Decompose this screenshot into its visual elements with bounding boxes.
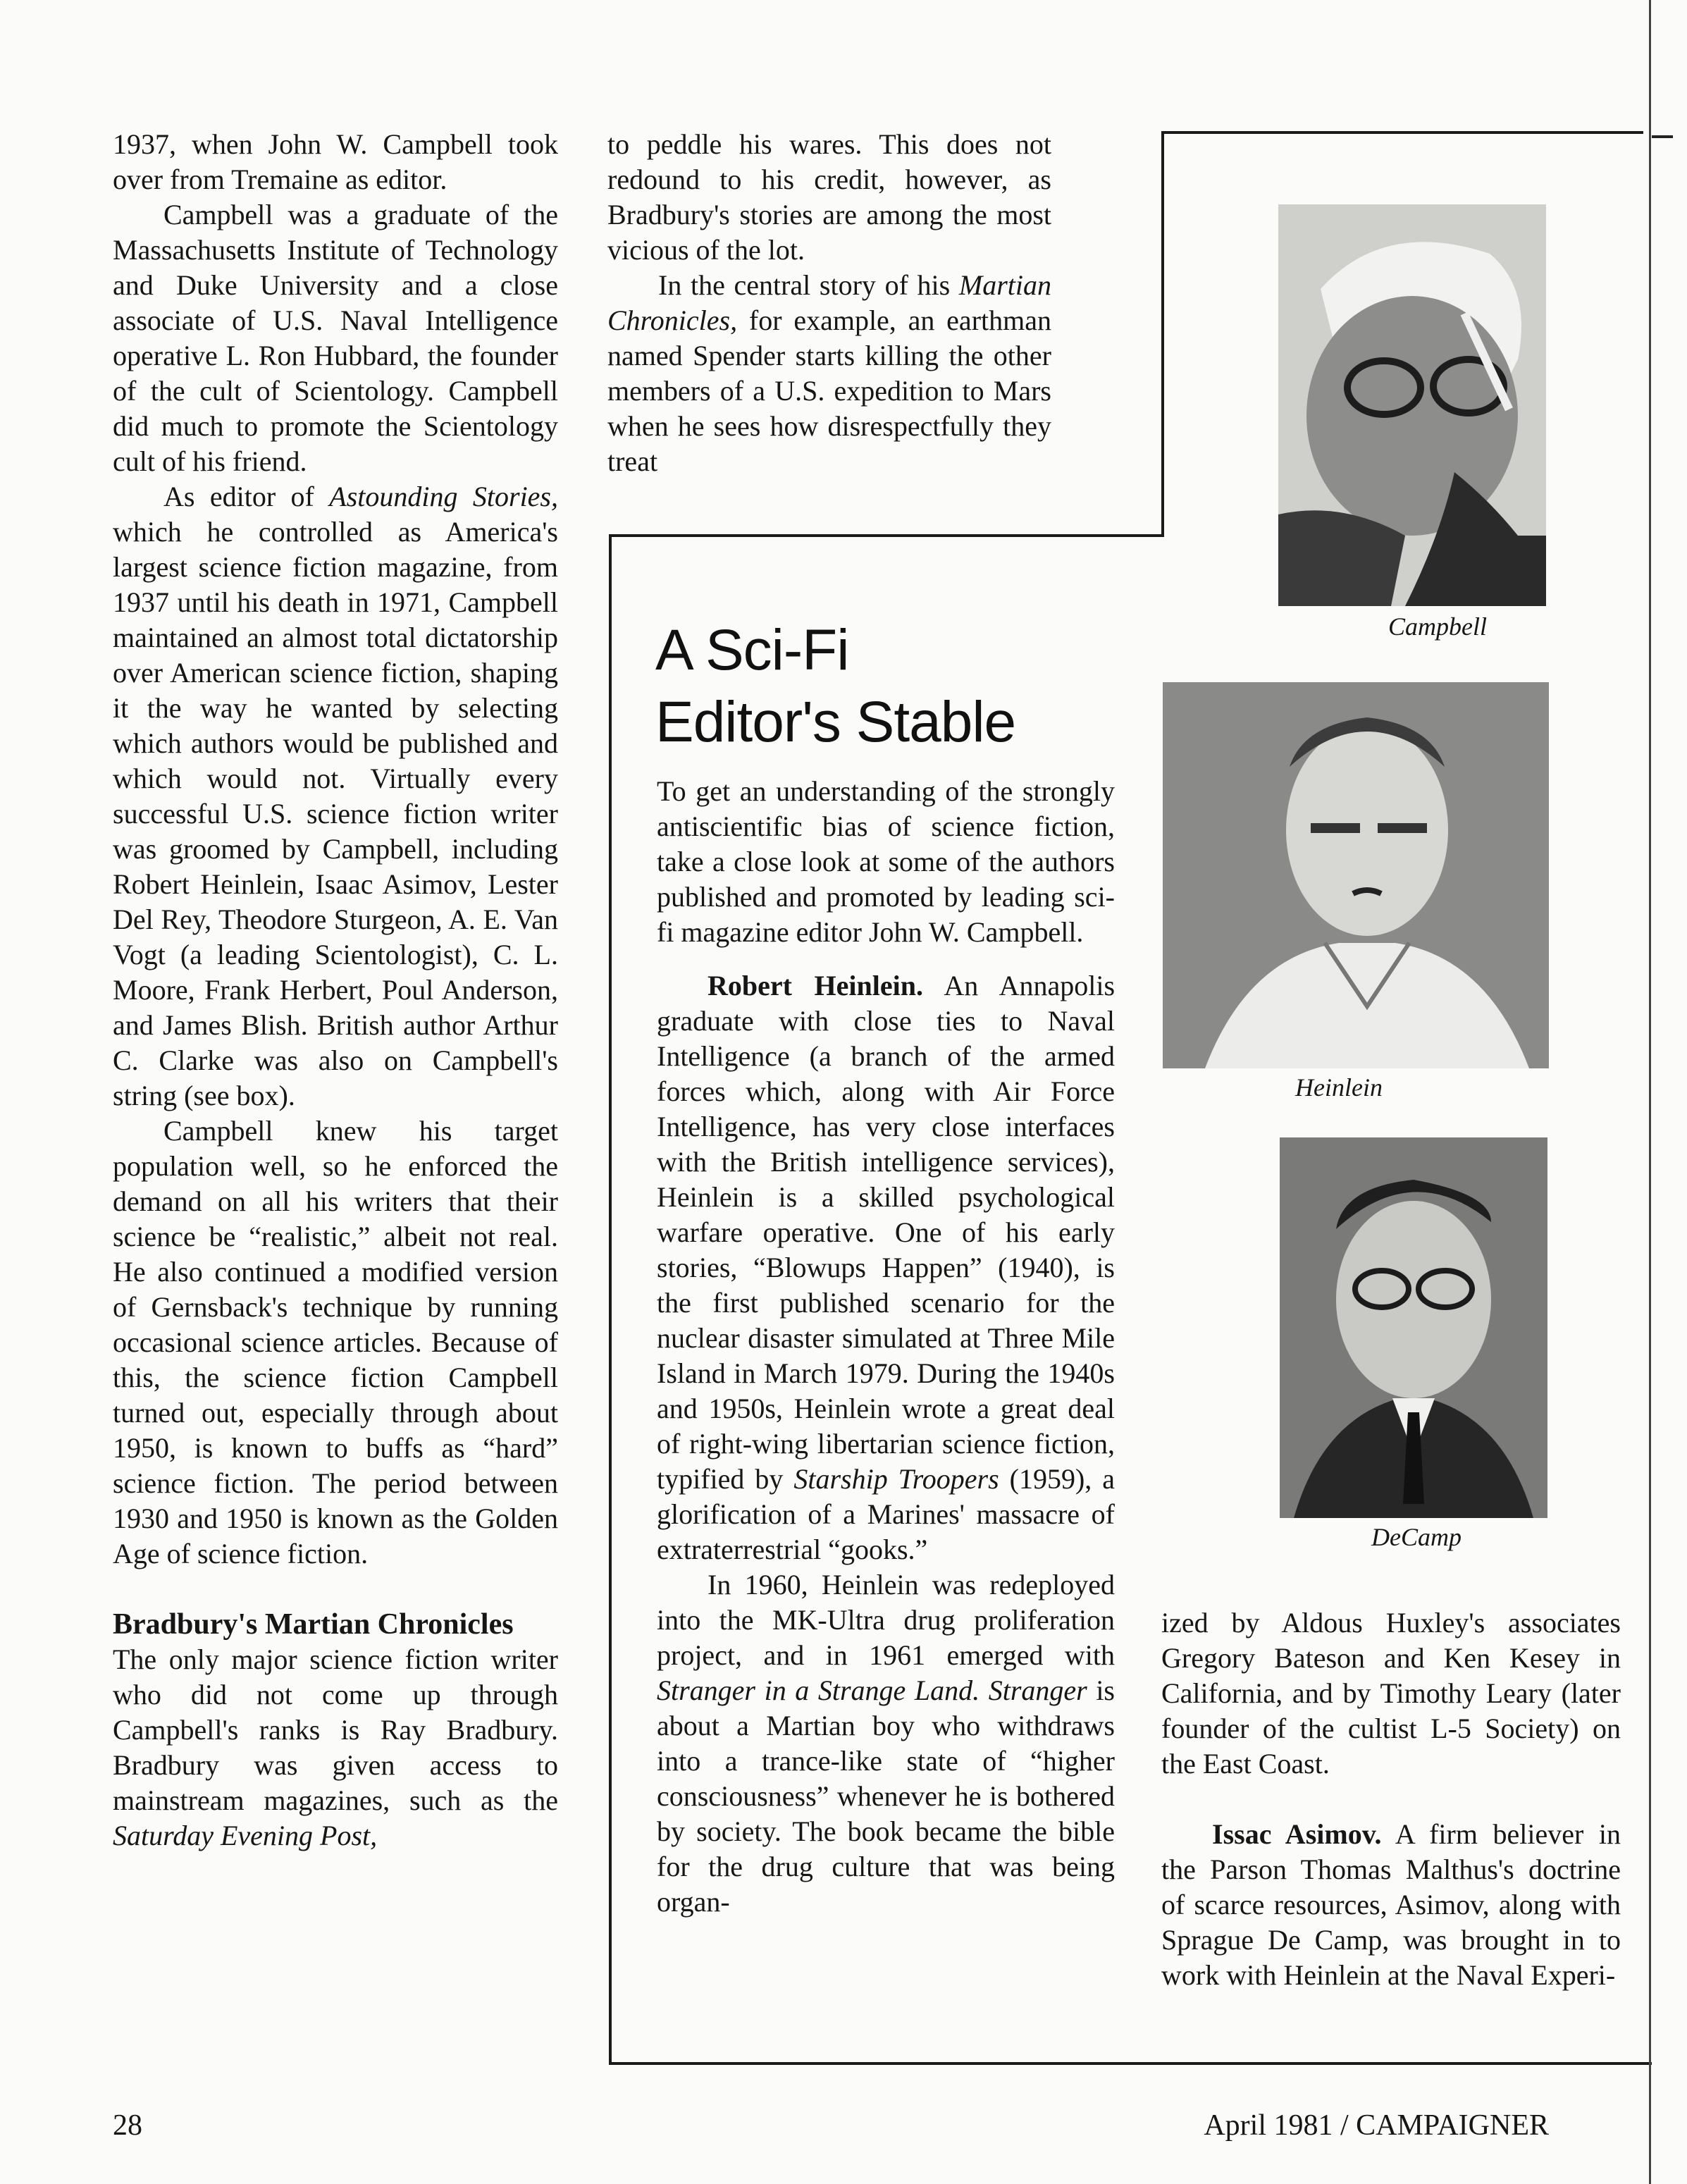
- heinlein-paragraph: Robert Heinlein. An Annapolis graduate with close ties to Naval Intelligence (a branch of the armed forces which, along with Air Force Intelligence, has very close interfaces with the British intelligence services), Heinlein is a skilled psychological warfare operative. One of his early stories, “Blowups Happen” (1940), is the first published scenario for the nuclear disaster simulated at Three Mile Island in March 1979. During the 1940s and 1950s, Heinlein wrote a great deal of right-wing libertarian science fiction, typified by Starship Troopers (1959), a glorification of a Marines' massacre of extraterrestrial “gooks.”: [657, 970, 1116, 1565]
- edge-mark: [1652, 135, 1673, 138]
- page-number: 28: [113, 2109, 142, 2142]
- box-rule-middle-horizontal: [609, 534, 1164, 537]
- left-paragraph-2: Campbell was a graduate of the Massachusetts Institute of Technology and Duke University and a close associate of U.S. Naval Intelligence operative L. Ron Hubbard, the founder of the cult of Scientology. Campbell did much to promote the Scientology cult of his friend.: [113, 199, 558, 477]
- left-paragraph-5: The only major science fiction writer who did not come up through Campbell's ranks is Ray Bradbury. Bradbury was given access to mainstream magazines, such as the Saturday Evening Post,: [113, 1643, 558, 1851]
- box-title-line-1: A Sci-Fi: [655, 618, 849, 682]
- box-title: [655, 615, 1106, 758]
- left-paragraph-3: As editor of Astounding Stories, which he controlled as America's largest science fiction magazine, from 1937 until his death in 1971, Campbell maintained an almost total dictatorship over American science fiction, shaping it the way he wanted by selecting which authors would be published and which would not. Virtually every successful U.S. science fiction writer was groomed by Campbell, including Robert Heinlein, Isaac Asimov, Lester Del Rey, Theodore Sturgeon, A. E. Van Vogt (a leading Scientologist), C. L. Moore, Frank Herbert, Poul Anderson, and James Blish. British author Arthur C. Clarke was also on Campbell's string (see box).: [113, 481, 558, 1111]
- heinlein-photo: [1163, 682, 1549, 1068]
- decamp-photo: [1280, 1137, 1547, 1518]
- left-paragraph-4: Campbell knew his target population well, so he enforced the demand on all his writers that their science be “realistic,” albeit not real. He also continued a modified version of Gernsback's technique by running occasional science articles. Because of this, the science fiction Campbell turned out, especially through about 1950, is known to buffs as “hard” science fiction. The period between 1930 and 1950 is known as the Golden Age of science fiction.: [113, 1115, 558, 1569]
- box-rule-left-vertical: [609, 534, 612, 2065]
- right-paragraph-1: ized by Aldous Huxley's associates Gregory Bateson and Ken Kesey in California, and by Timothy Leary (later founder of the cultist L-5 Society) on the East Coast.: [1161, 1607, 1621, 1779]
- campbell-photo: [1278, 204, 1546, 606]
- box-rule-bottom: [609, 2062, 1652, 2065]
- subhead-bradbury: Bradbury's Martian Chronicles: [113, 1608, 514, 1641]
- caption-decamp: DeCamp: [1371, 1523, 1462, 1551]
- box-body-column: [657, 774, 1115, 1920]
- box-intro: To get an understanding of the strongly antiscientific bias of science fiction, take a close look at some of the authors published and promoted by leading sci-fi magazine editor John W. Campbell.: [657, 775, 1115, 948]
- middle-paragraph-2: In the central story of his Martian Chronicles, for example, an earthman named Spender starts killing the other members of a U.S. expedition to Mars when he sees how disrespectfully they treat: [607, 269, 1051, 477]
- right-bottom-column: [1161, 1605, 1621, 1993]
- asimov-paragraph: Issac Asimov. A firm believer in the Parson Thomas Malthus's doctrine of scarce resources, Asimov, along with Sprague De Camp, was brought in to work with Heinlein at the Naval Experi-: [1161, 1818, 1621, 1991]
- box-title-line-2: Editor's Stable: [655, 690, 1016, 754]
- caption-campbell: Campbell: [1388, 612, 1487, 641]
- left-column: [113, 127, 558, 1853]
- page-edge-line: [1649, 0, 1651, 2184]
- box-rule-right-top-vertical: [1161, 131, 1164, 536]
- middle-paragraph-1: to peddle his wares. This does not redound to his credit, however, as Bradbury's stories are among the most vicious of the lot.: [607, 128, 1051, 266]
- box-rule-top-right: [1161, 131, 1643, 134]
- left-paragraph-1: 1937, when John W. Campbell took over from Tremaine as editor.: [113, 128, 558, 195]
- caption-heinlein: Heinlein: [1295, 1073, 1383, 1102]
- middle-top-column: [607, 127, 1051, 479]
- issue-line: April 1981 / CAMPAIGNER: [1204, 2109, 1549, 2142]
- heinlein-paragraph-2: In 1960, Heinlein was redeployed into the MK-Ultra drug proliferation project, and in 1961 emerged with Stranger in a Strange Land. Stranger is about a Martian boy who withdraws into a trance-like state of “higher consciousness” whenever he is bothered by society. The book became the bible for the drug culture that was being organ-: [657, 1569, 1115, 1918]
